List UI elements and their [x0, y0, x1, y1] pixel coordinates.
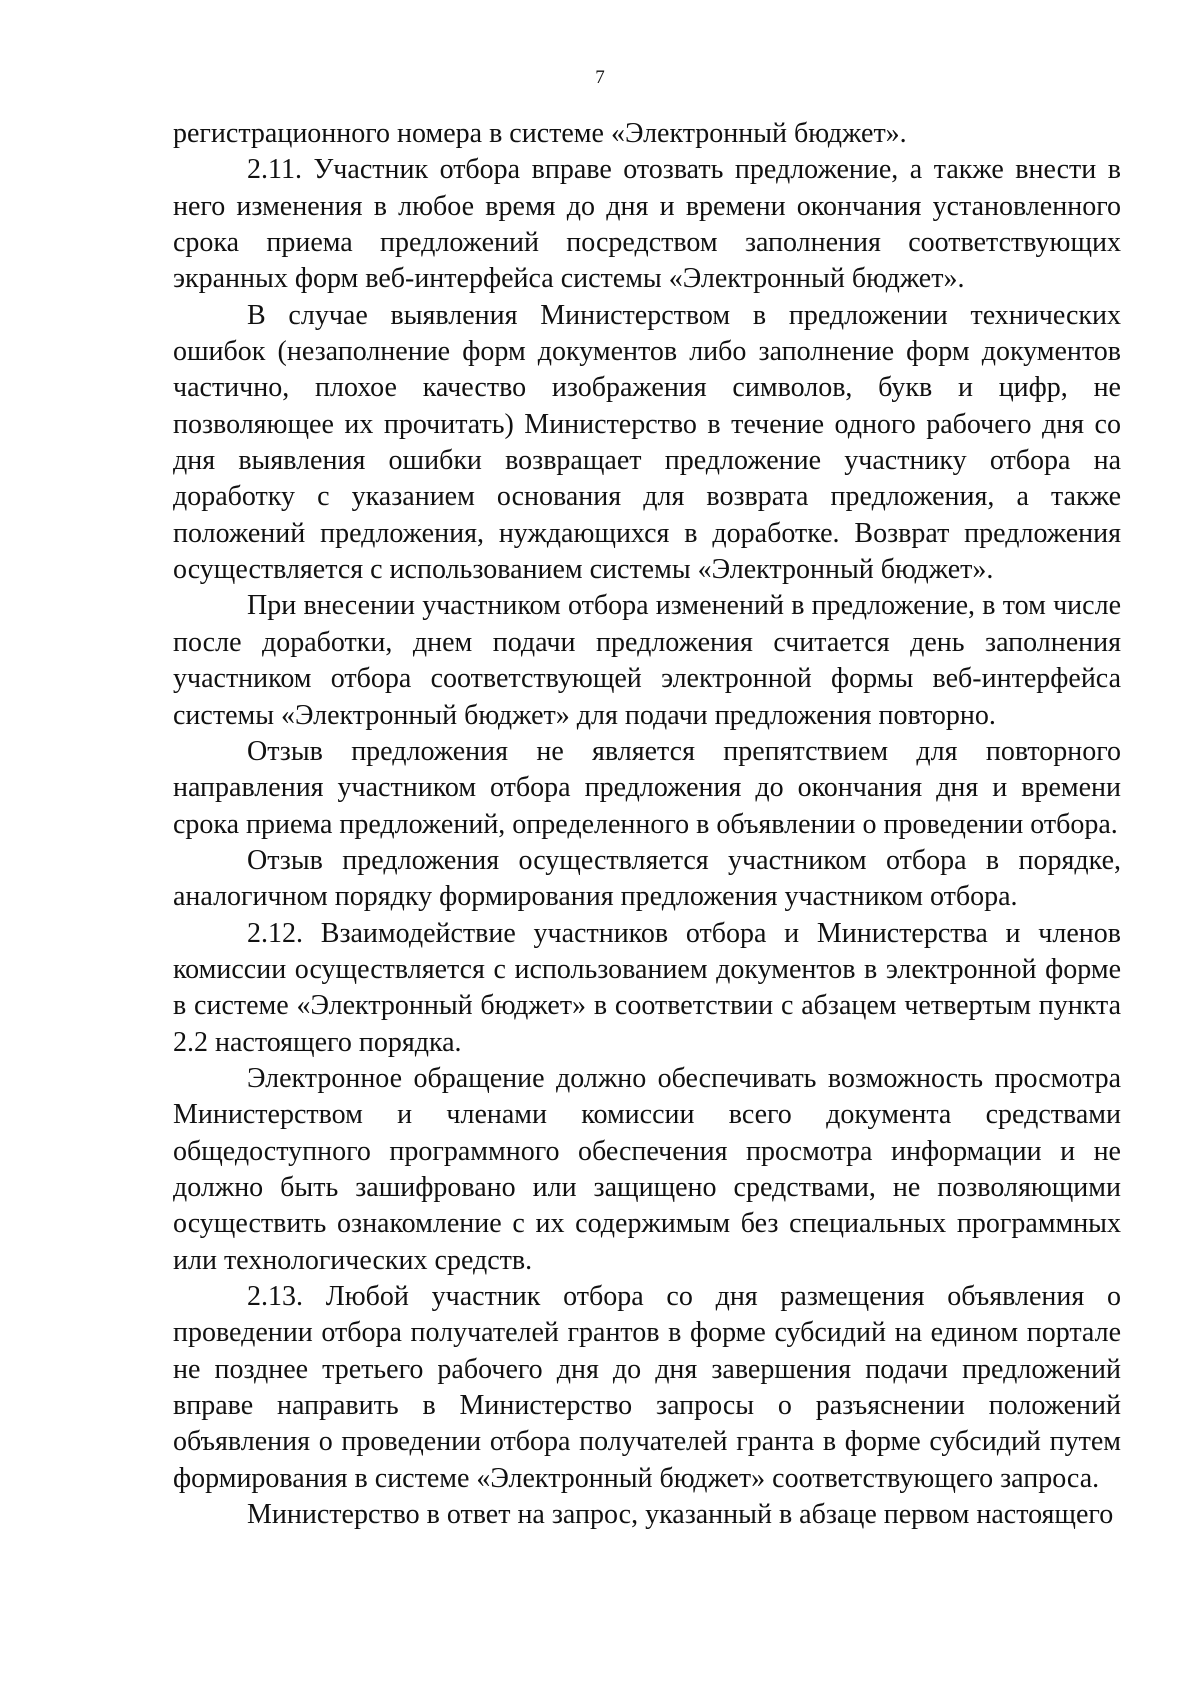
paragraph-2-12: 2.12. Взаимодействие участников отбора и Министерства и членов комиссии осуществляется с использованием документов в электронной форме в системе «Электронный бюджет» в соответствии с абзацем четвертым пункта 2.2 настоящего порядка.: [173, 917, 1121, 1058]
paragraph-continuation: регистрационного номера в системе «Электронный бюджет».: [173, 118, 907, 149]
paragraph-technical-errors: В случае выявления Министерством в предложении технических ошибок (незаполнение форм документов либо заполнение форм документов частично, плохое качество изображения символов, букв и цифр, не позволяющее их прочитать) Министерство в течение одного рабочего дня со дня выявления ошибки возвращает предложение участнику отбора на доработку с указанием основания для возврата предложения, а также положений предложения, нуждающихся в доработке. Возврат предложения осуществляется с использованием системы «Электронный бюджет».: [173, 299, 1121, 586]
paragraph-withdrawal-procedure: Отзыв предложения осуществляется участником отбора в порядке, аналогичном порядку формирования предложения участником отбора.: [173, 844, 1121, 913]
paragraph-withdrawal-not-obstacle: Отзыв предложения не является препятствием для повторного направления участником отбора предложения до окончания дня и времени срока приема предложений, определенного в объявлении о проведении отбора.: [173, 735, 1121, 840]
paragraph-ministry-response: Министерство в ответ на запрос, указанный в абзаце первом настоящего: [247, 1499, 1114, 1531]
document-body: [173, 116, 1121, 1533]
paragraph-2-13: 2.13. Любой участник отбора со дня размещения объявления о проведении отбора получателей грантов в форме субсидий на едином портале не позднее третьего рабочего дня до дня завершения подачи предложений вправе направить в Министерство запросы о разъяснении положений объявления о проведении отбора получателей гранта в форме субсидий путем формирования в системе «Электронный бюджет» соответствующего запроса.: [173, 1281, 1121, 1494]
paragraph-changes: При внесении участником отбора изменений в предложение, в том числе после доработки, днем подачи предложения считается день заполнения участником отбора соответствующей электронной формы веб-интерфейса системы «Электронный бюджет» для подачи предложения повторно.: [173, 590, 1121, 731]
page-number: 7: [595, 67, 605, 88]
paragraph-electronic-request: Электронное обращение должно обеспечивать возможность просмотра Министерством и членами комиссии всего документа средствами общедоступного программного обеспечения просмотра информации и не должно быть зашифровано или защищено средствами, не позволяющими осуществить ознакомление с их содержимым без специальных программных или технологических средств.: [173, 1062, 1121, 1276]
paragraph-2-11: 2.11. Участник отбора вправе отозвать предложение, а также внести в него изменения в любое время до дня и времени окончания установленного срока приема предложений посредством заполнения соответствующих экранных форм веб-интерфейса системы «Электронный бюджет».: [173, 154, 1121, 295]
